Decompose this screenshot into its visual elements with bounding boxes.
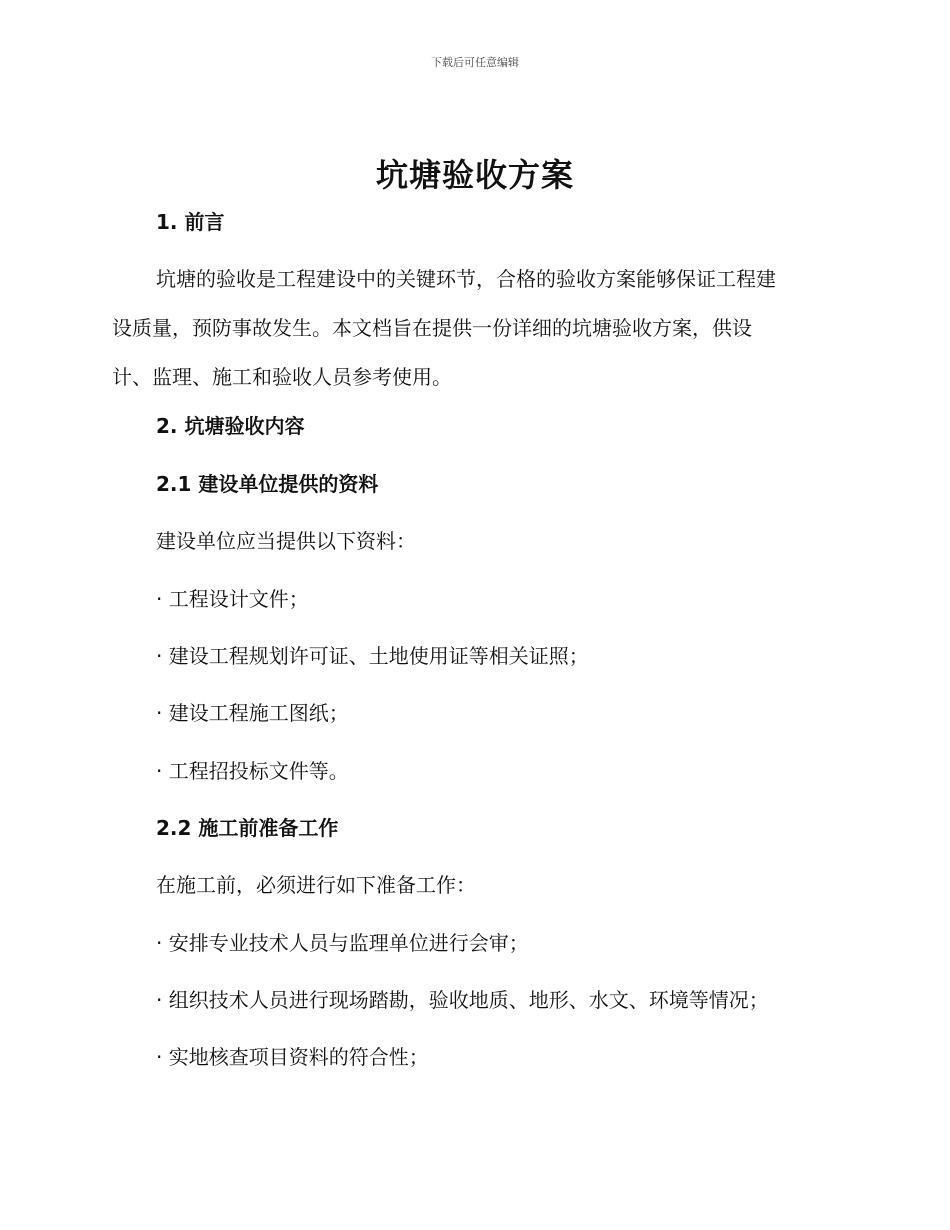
list-item: · 建设工程施工图纸； bbox=[156, 701, 349, 725]
list-item: · 工程设计文件； bbox=[156, 587, 309, 611]
section-2-2-heading: 2.2 施工前准备工作 bbox=[156, 816, 339, 840]
list-item: · 建设工程规划许可证、土地使用证等相关证照； bbox=[156, 644, 589, 668]
section-1-paragraph bbox=[112, 255, 832, 402]
section-2-1-heading: 2.1 建设单位提供的资料 bbox=[156, 472, 379, 496]
document-title: 坑塘验收方案 bbox=[375, 156, 574, 194]
list-item: · 工程招投标文件等。 bbox=[156, 759, 349, 783]
section-2-2-intro: 在施工前，必须进行如下准备工作： bbox=[156, 873, 476, 897]
section-2-1-intro: 建设单位应当提供以下资料： bbox=[156, 529, 416, 553]
list-item: · 实地核查项目资料的符合性； bbox=[156, 1045, 429, 1069]
header-note: 下载后可任意编辑 bbox=[431, 56, 519, 69]
paragraph-line: 坑塘的验收是工程建设中的关键环节，合格的验收方案能够保证工程建 bbox=[156, 267, 776, 291]
paragraph-line: 计、监理、施工和验收人员参考使用。 bbox=[112, 365, 452, 389]
section-1-heading: 1. 前言 bbox=[156, 210, 225, 234]
paragraph-line: 设质量，预防事故发生。本文档旨在提供一份详细的坑塘验收方案，供设 bbox=[112, 316, 752, 340]
list-item: · 组织技术人员进行现场踏勘，验收地质、地形、水文、环境等情况； bbox=[156, 988, 769, 1012]
section-2-heading: 2. 坑塘验收内容 bbox=[156, 414, 305, 438]
list-item: · 安排专业技术人员与监理单位进行会审； bbox=[156, 931, 529, 955]
